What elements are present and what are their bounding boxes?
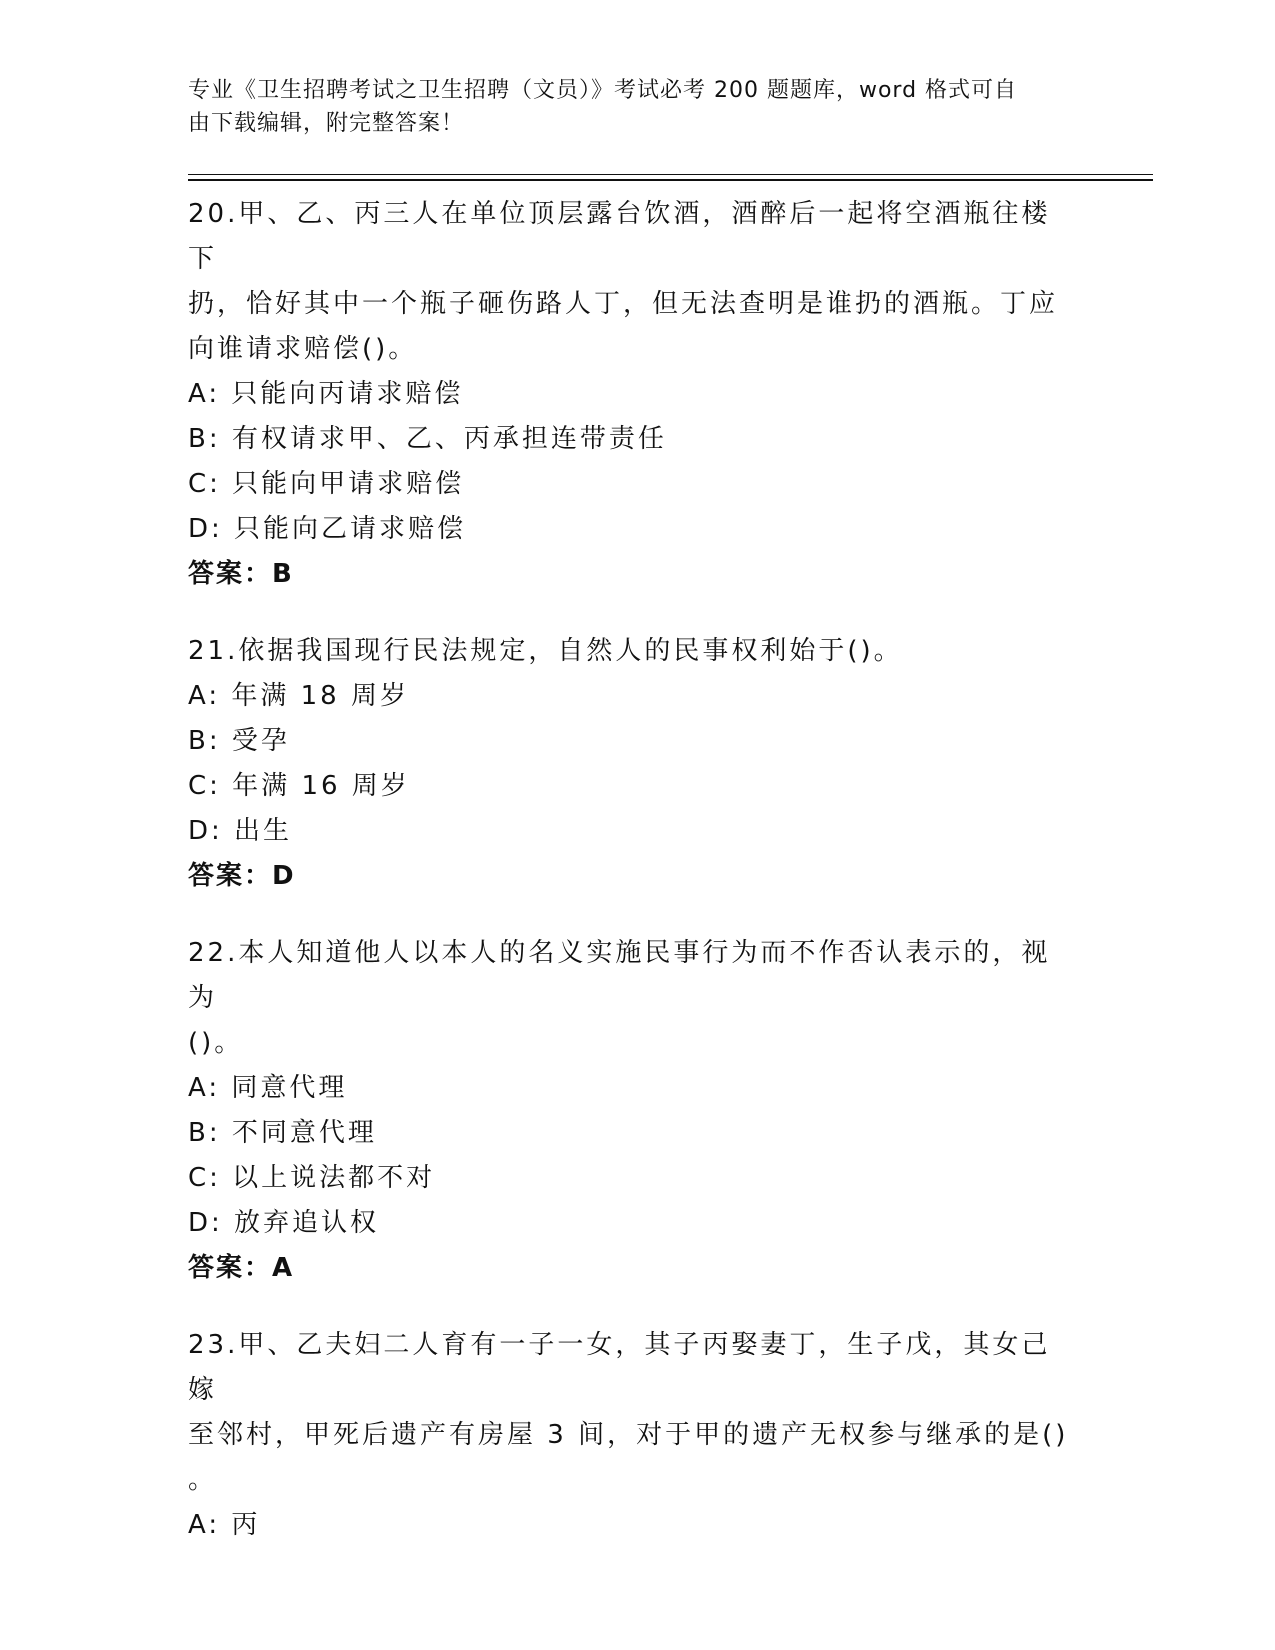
option-a: A: 丙 — [188, 1510, 261, 1540]
option-d: D: 放弃追认权 — [188, 1208, 380, 1238]
answer-label: 答案：D — [188, 861, 296, 891]
option-c: C: 只能向甲请求赔偿 — [188, 469, 465, 499]
answer-label: 答案：A — [188, 1253, 295, 1283]
option-c: C: 以上说法都不对 — [188, 1163, 436, 1193]
option-b: B: 有权请求甲、乙、丙承担连带责任 — [188, 424, 667, 454]
option-a: A: 只能向丙请求赔偿 — [188, 379, 464, 409]
option-a: A: 同意代理 — [188, 1073, 348, 1103]
question-stem-line: 23.甲、乙夫妇二人育有一子一女，其子丙娶妻丁，生子戊，其女己嫁 — [188, 1330, 1051, 1405]
header-line-1: 专业《卫生招聘考试之卫生招聘（文员）》考试必考 200 题题库，word 格式可自 — [188, 78, 1018, 103]
option-c: C: 年满 16 周岁 — [188, 771, 410, 801]
question-stem-line: 22.本人知道他人以本人的名义实施民事行为而不作否认表示的，视为 — [188, 938, 1051, 1013]
question-22 — [188, 931, 1078, 1291]
question-21 — [188, 629, 1078, 899]
header-line-2: 由下载编辑，附完整答案！ — [188, 111, 465, 136]
header-divider-thin — [188, 174, 1153, 175]
question-stem-line: ()。 — [188, 1028, 244, 1058]
question-stem-line: 。 — [188, 1465, 218, 1495]
answer-label: 答案：B — [188, 559, 294, 589]
question-stem-line: 21.依据我国现行民法规定，自然人的民事权利始于()。 — [188, 636, 903, 666]
question-list — [188, 192, 1078, 1580]
question-stem-line: 扔，恰好其中一个瓶子砸伤路人丁，但无法查明是谁扔的酒瓶。丁应 — [188, 289, 1059, 319]
document-header — [188, 74, 1068, 140]
question-20 — [188, 192, 1078, 597]
question-stem-line: 20.甲、乙、丙三人在单位顶层露台饮酒，酒醉后一起将空酒瓶往楼下 — [188, 199, 1051, 274]
question-23 — [188, 1323, 1078, 1548]
option-b: B: 不同意代理 — [188, 1118, 377, 1148]
question-stem-line: 向谁请求赔偿()。 — [188, 334, 418, 364]
option-d: D: 只能向乙请求赔偿 — [188, 514, 467, 544]
option-d: D: 出生 — [188, 816, 293, 846]
option-b: B: 受孕 — [188, 726, 290, 756]
option-a: A: 年满 18 周岁 — [188, 681, 409, 711]
header-divider-thick — [188, 179, 1153, 181]
question-stem-line: 至邻村，甲死后遗产有房屋 3 间，对于甲的遗产无权参与继承的是() — [188, 1420, 1069, 1450]
